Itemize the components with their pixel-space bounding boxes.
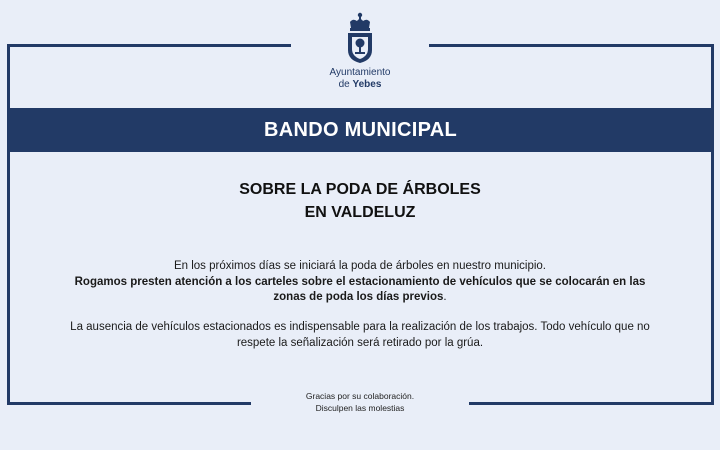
- paragraph-2-line-2: respete la señalización será retirado por la grúa.: [236, 336, 484, 349]
- banner-title: BANDO MUNICIPAL: [263, 118, 457, 141]
- subject-line-1: SOBRE LA PODA DE ÁRBOLES: [239, 181, 481, 198]
- logo-text-prefix: de: [338, 79, 353, 90]
- paragraph-1-bold-line-3: zonas de poda los días previos: [273, 291, 444, 303]
- announcement-paragraph-2: [60, 320, 660, 351]
- announcement-paragraph-1: [60, 259, 660, 306]
- title-banner: [7, 108, 714, 152]
- crown-shield-icon: [345, 12, 375, 64]
- frame-left-border: [7, 44, 10, 405]
- paragraph-1-bold-line-2: Rogamos presten atención a los carteles sobre el estacionamiento de vehículos que se colocarán en las: [74, 275, 646, 288]
- paragraph-1-end: .: [443, 291, 447, 303]
- paragraph-1-line-1: En los próximos días se iniciará la poda de árboles en nuestro municipio.: [173, 260, 547, 272]
- municipal-logo: [310, 12, 410, 91]
- closing-apology: Disculpen las molestias: [315, 403, 405, 413]
- paragraph-2-line-1: La ausencia de vehículos estacionados es indispensable para la realización de los trabajos. Todo vehículo que no: [70, 321, 650, 333]
- frame-top-right-border: [429, 44, 714, 47]
- closing-thanks: Gracias por su colaboración.: [305, 391, 415, 401]
- logo-text-town: [310, 79, 410, 91]
- subject-line-2: EN VALDELUZ: [304, 204, 416, 221]
- frame-top-left-border: [7, 44, 291, 47]
- logo-text-ayuntamiento: Ayuntamiento: [329, 67, 391, 78]
- frame-right-border: [711, 44, 714, 405]
- logo-text-town-name: Yebes: [352, 79, 382, 90]
